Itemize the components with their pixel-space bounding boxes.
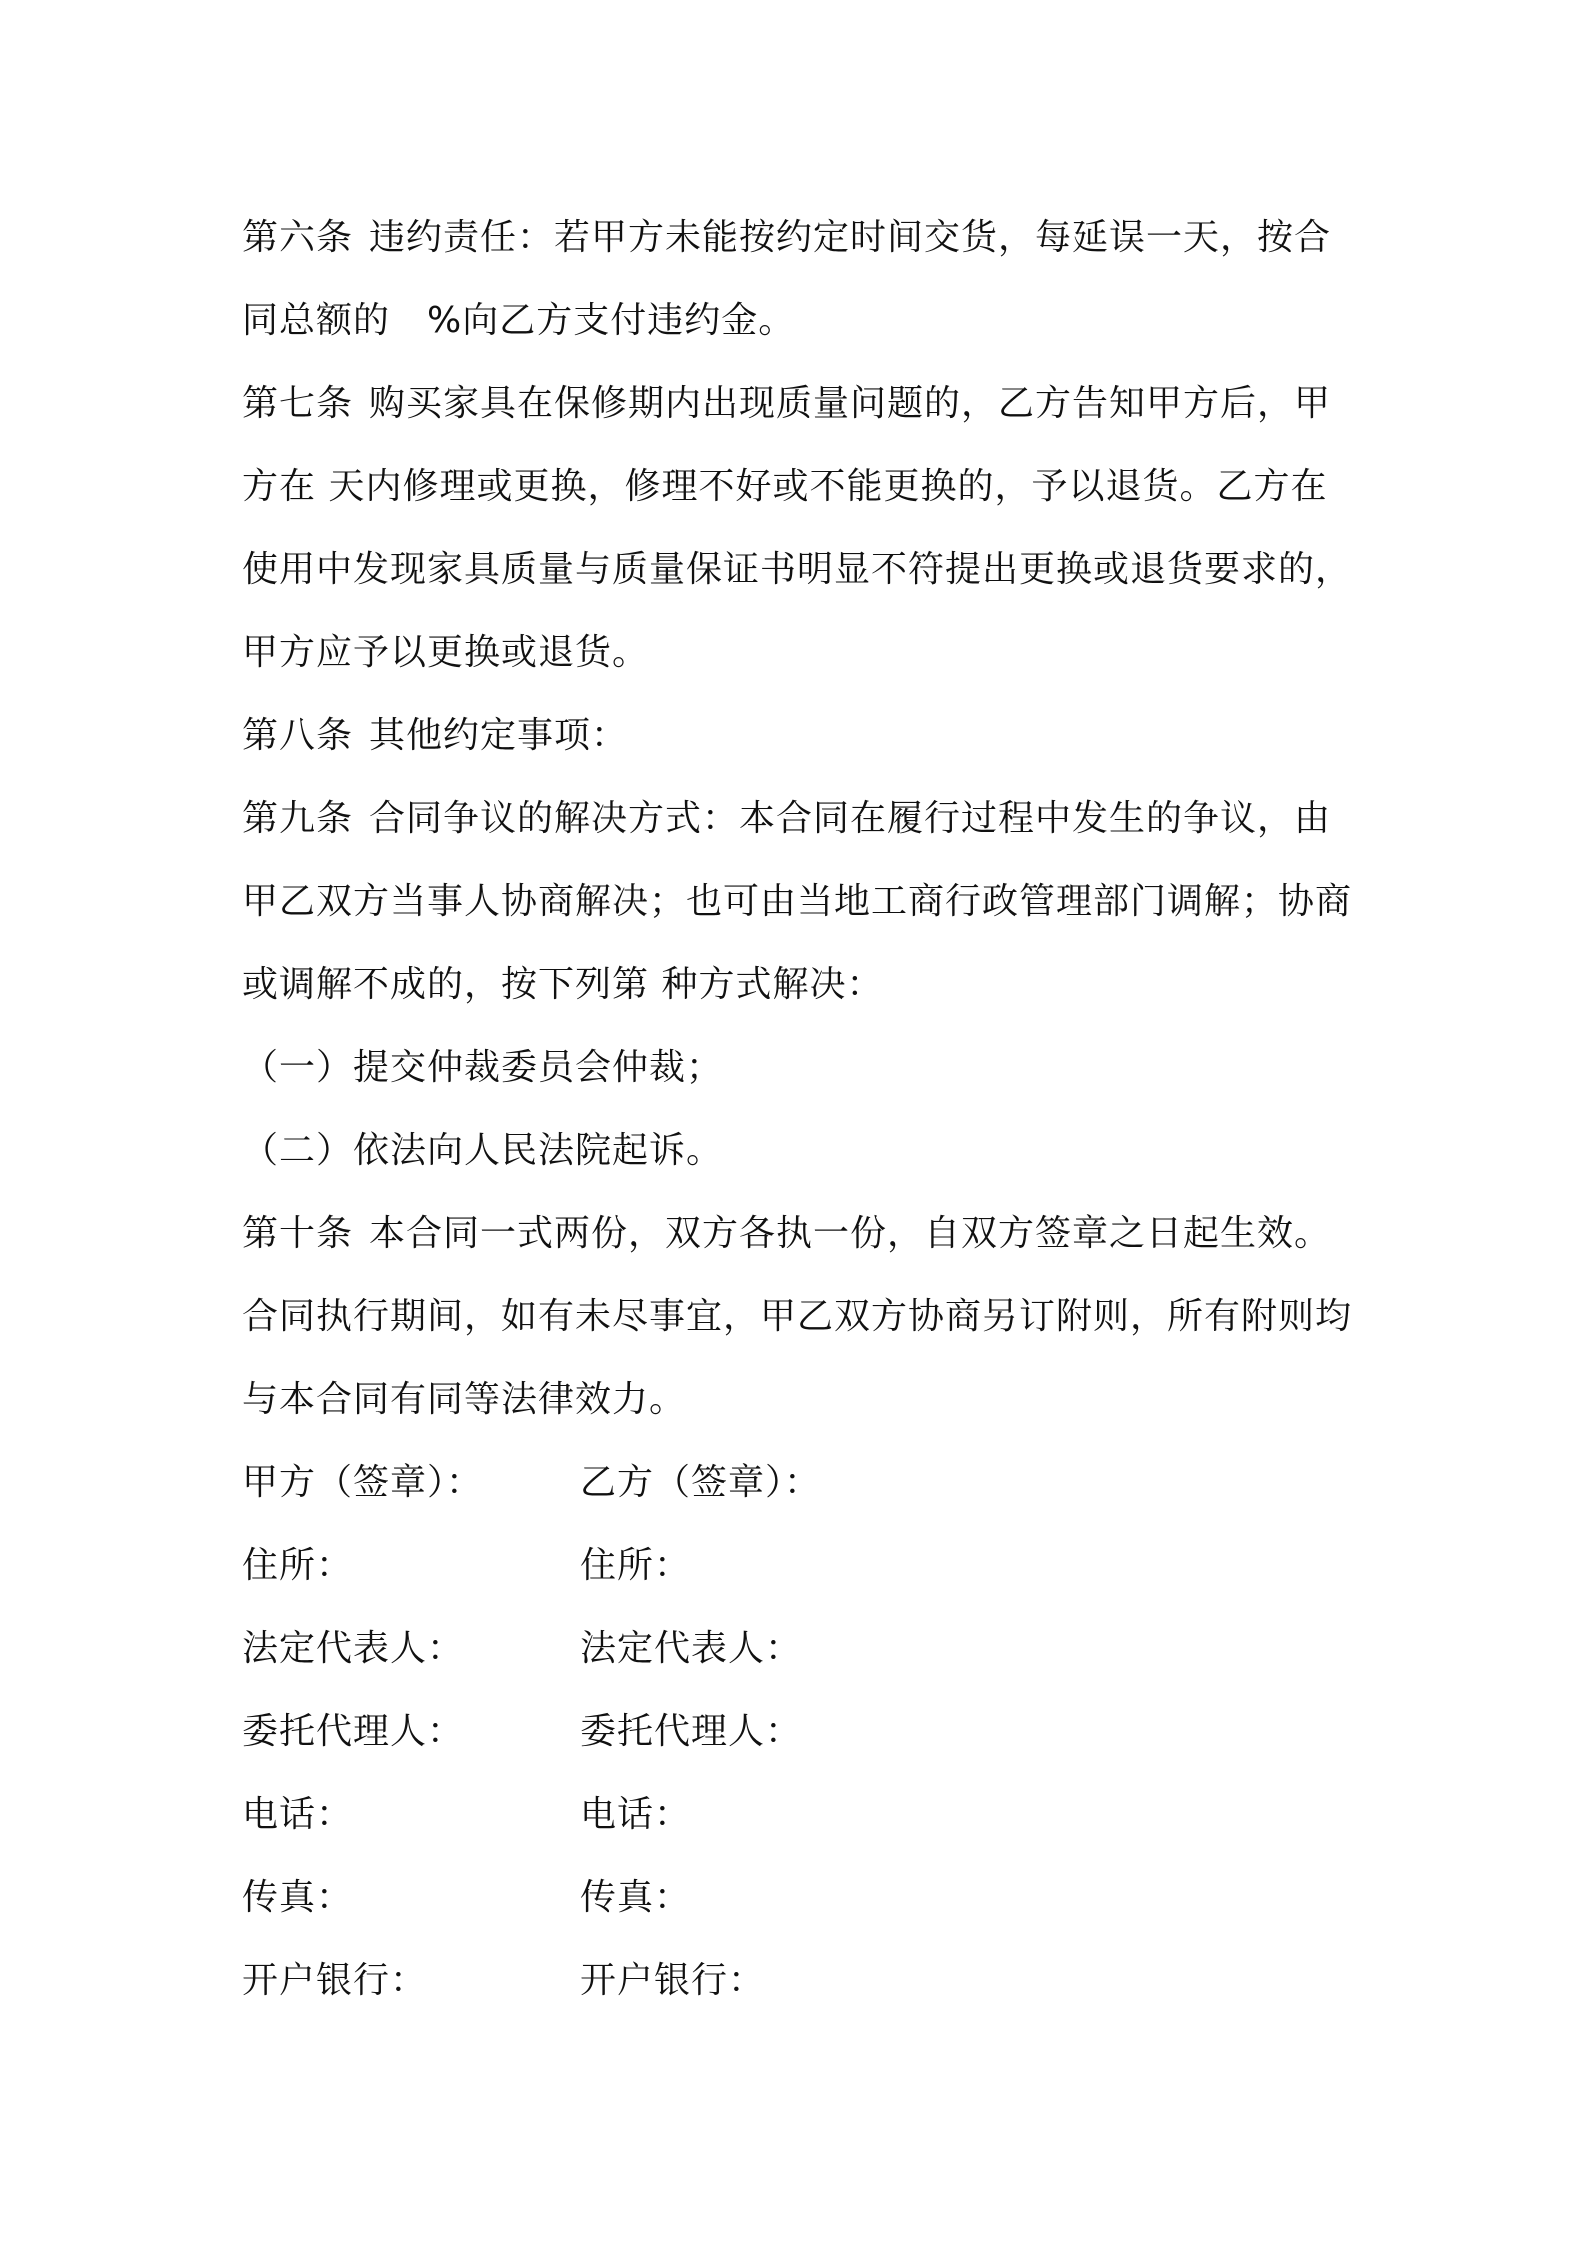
party-b-legal-rep-label: 法定代表人： <box>580 1628 803 1669</box>
article-number: 第六条 <box>242 217 354 258</box>
party-a-legal-rep-label: 法定代表人： <box>242 1628 465 1669</box>
article-number: 第八条 <box>242 715 354 756</box>
option-litigation: （二）依法向人民法院起诉。 <box>242 1130 724 1171</box>
article-10 <box>242 1192 1362 1441</box>
party-b-bank-label: 开户银行： <box>580 1960 766 2001</box>
article-text: 其他约定事项： <box>369 715 629 756</box>
party-b-phone-label: 电话： <box>580 1794 692 1835</box>
article-text: 合同争议的解决方式：本合同在履行过程中发生的争议，由甲乙双方当事人协商解决；也可由当地工商行政管理部门调解；协商或调解不成的，按下列第 种方式解决： <box>242 798 1353 1005</box>
party-b-address-label: 住所： <box>580 1545 692 1586</box>
document-body <box>242 196 1362 2022</box>
party-a-address-label: 住所： <box>242 1545 354 1586</box>
article-6 <box>242 196 1362 362</box>
signature-block <box>242 1441 1362 2022</box>
signature-row-legal-rep <box>242 1607 1362 1690</box>
article-7 <box>242 362 1362 694</box>
signature-row-phone <box>242 1773 1362 1856</box>
party-a-phone-label: 电话： <box>242 1794 354 1835</box>
party-a-seal-label: 甲方（签章）： <box>242 1462 484 1503</box>
signature-row-bank <box>242 1939 1362 2022</box>
signature-row-agent <box>242 1690 1362 1773</box>
option-arbitration: （一）提交仲裁委员会仲裁； <box>242 1047 724 1088</box>
signature-row-fax <box>242 1856 1362 1939</box>
party-a-bank-label: 开户银行： <box>242 1960 428 2001</box>
party-a-agent-label: 委托代理人： <box>242 1711 465 1752</box>
signature-row-seal <box>242 1441 1362 1524</box>
signature-row-address <box>242 1524 1362 1607</box>
party-b-seal-label: 乙方（签章）： <box>580 1462 822 1503</box>
article-text: 本合同一式两份，双方各执一份，自双方签章之日起生效。合同执行期间，如有未尽事宜，甲乙双方协商另订附则，所有附则均与本合同有同等法律效力。 <box>242 1213 1353 1420</box>
party-b-agent-label: 委托代理人： <box>580 1711 803 1752</box>
article-number: 第十条 <box>242 1213 354 1254</box>
article-number: 第七条 <box>242 383 354 424</box>
article-number: 第九条 <box>242 798 354 839</box>
party-b-fax-label: 传真： <box>580 1877 692 1918</box>
article-text: 购买家具在保修期内出现质量问题的，乙方告知甲方后，甲方在 天内修理或更换，修理不好或不能更换的，予以退货。乙方在使用中发现家具质量与质量保证书明显不符提出更换或退货要求的，甲方应予以更换或退货。 <box>242 383 1353 673</box>
article-9 <box>242 777 1362 1026</box>
article-text: 违约责任：若甲方未能按约定时间交货，每延误一天，按合同总额的 %向乙方支付违约金。 <box>242 217 1332 341</box>
article-8 <box>242 694 1362 777</box>
party-a-fax-label: 传真： <box>242 1877 354 1918</box>
